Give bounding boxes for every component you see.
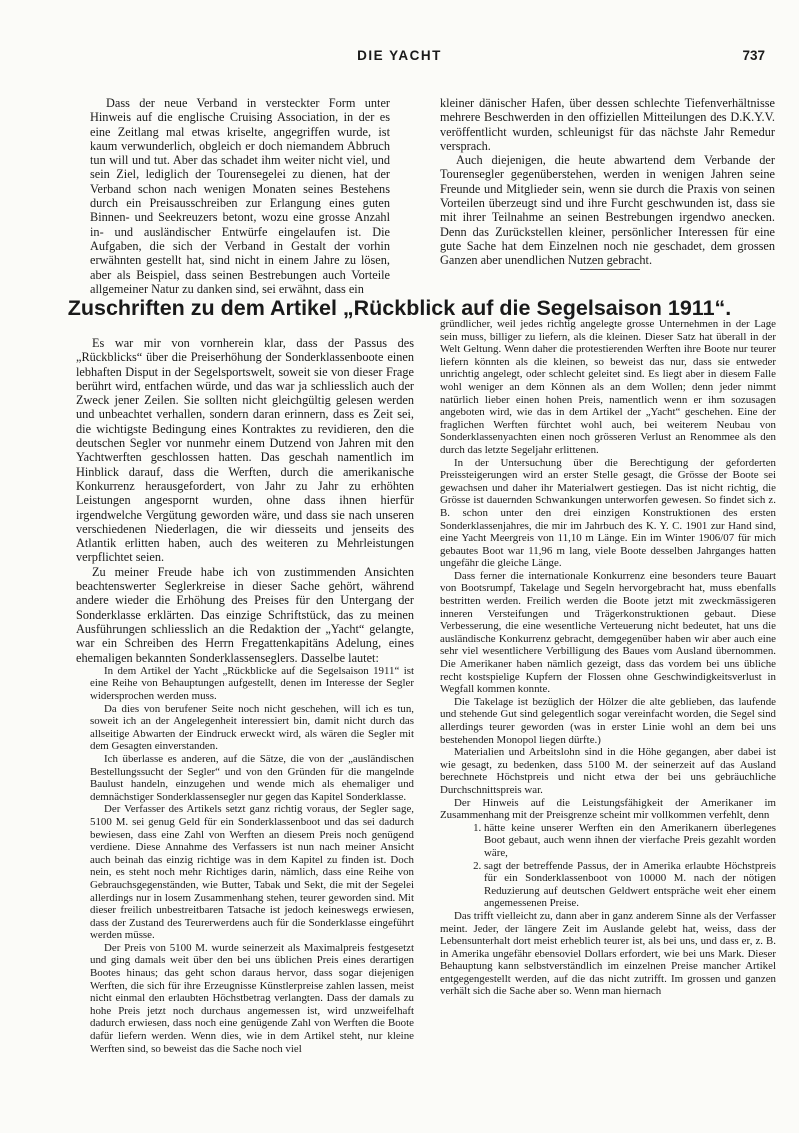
top-left-column xyxy=(90,96,390,296)
quoted-letter-paragraph: Ich überlasse es anderen, auf die Sätze, die von der „ausländischen Bestellungssucht der Segler“ und von den Gründen für die mangelnde Baulust handeln, einzugehen und wende mich als ehemaliger und demnächstiger Sonderklassensegler nur gegen das Kapitel Sonderklasse. xyxy=(90,752,414,803)
quoted-letter-paragraph: Materialien und Arbeitslohn sind in die Höhe gegangen, aber dabei ist wie gesagt, zu bedenken, dass 5100 M. der seinerzeit auf das Ausland berechnete Höchstpreis und nicht etwa der bei uns gebräuchliche Durchschnittspreis war. xyxy=(440,746,776,796)
paragraph: kleiner dänischer Hafen, über dessen schlechte Tiefenverhältnisse mehrere Beschwerden in den offiziellen Mitteilungen des D.K.Y.V. veröffentlicht wurden, schleunigst für das nächste Jahr Remedur versprach. xyxy=(440,96,775,153)
list-item: 1. hätte keine unserer Werften ein den Amerikanern überlegenes Boot gebaut, auch wenn ihnen der vierfache Preis gezahlt worden wäre, xyxy=(484,822,776,860)
bottom-right-column xyxy=(440,318,776,998)
quoted-letter-paragraph: Der Hinweis auf die Leistungsfähigkeit der Amerikaner im Zusammenhang mit der Preisgrenze scheint mir vollkommen verfehlt, denn xyxy=(440,796,776,822)
paragraph: Auch diejenigen, die heute abwartend dem Verbande der Tourensegler gegenüberstehen, werden in wenigen Jahren seine Freunde und Mitglieder sein, wenn sie durch die Praxis von seinen Vorteilen überzeugt sind und ihre Furcht geschwunden ist, dass sie mit ihrer Teilnahme an seinen Bestrebungen irgendwo anecken. Denn das Zurückstellen kleiner, persönlicher Interessen für eine gute Sache hat dem Einzelnen noch nie geschadet, dem grossen Ganzen aber unendlichen Nutzen gebracht. xyxy=(440,153,775,268)
quoted-letter-paragraph: gründlicher, weil jedes richtig angelegte grosse Unternehmen in der Lage sein muss, billiger zu liefern, als die kleinen. Dieser Satz hat überall in der Welt Geltung. Wenn daher die protestierenden Werften ihre Boote nur teurer liefern könnten als die kleinen, so beweist das nur, dass sie entweder unrichtig angelegt, oder schlecht geleitet sind. Es liegt aber in diesem Falle wohl weniger an dem Können als an dem Wollen; denn jeder nimmt natürlich lieber einen hohen Preis, namentlich wenn er ihm sozusagen angeboten wird, wie das in dem Artikel der „Yacht“ geschehen. Eine der fraglichen Werften fürchtet wohl auch, bei weiterem Neubau von Sonderklassenyachten einen noch grösseren Verlust an Renommee als den durch das letzte Segeljahr erlittenen. xyxy=(440,318,776,456)
quoted-letter-paragraph: Die Takelage ist bezüglich der Hölzer die alte geblieben, das laufende und stehende Gut sind gelegentlich sogar vereinfacht worden, die Segel sind allerdings teurer geworden (was in erster Linie wohl an dem bei uns bestehenden Monopol liegen dürfte.) xyxy=(440,695,776,746)
running-head: DIE YACHT xyxy=(357,48,442,63)
bottom-left-column xyxy=(76,336,414,1055)
paragraph: Es war mir von vornherein klar, dass der Passus des „Rückblicks“ über die Preiserhöhung der Sonderklassenboote einen lebhaften Disput in der Segelsportswelt, soweit sie von dieser Frage berührt wird, entfachen würde, und das war ja schliesslich auch der Zweck jener Zeilen. Sie sollten nicht gleichgültig gelesen werden und unbeachtet verhallen, sondern daran erinnern, dass es Zeit sei, die wichtigste Bedingung eines Kontraktes zu revidieren, den die deutschen Segler vor nunmehr einem Dutzend von Jahren mit den Yachtwerften geschlossen hatten. Das geschah namentlich im Hinblick darauf, dass die Werften, durch die amerikanische Konkurrenz herausgefordert, von Jahr zu Jahr zu erhöhten Leistungen angespornt wurden, ohne dass ihnen hierfür irgendwelche Vergütung geworden wäre, und dass sie nach unseren verschiedenen Niederlagen, die wir diesseits und jenseits des Atlantik erlitten haben, auch des weiteren zu Mehrleistungen verpflichtet seien. xyxy=(76,336,414,565)
quoted-letter-paragraph: Der Verfasser des Artikels setzt ganz richtig voraus, der Segler sage, 5100 M. sei genug Geld für ein Sonderklassenboot und das sei dadurch bewiesen, dass eine Zahl von Werften an diesem Preis noch genügend verdiene. Diese Annahme des Verfassers ist nun nach meiner Ansicht auch beinah das einzig richtige was in dem Kapitel zu finden ist. Doch nein, es steht noch mehr Richtiges darin, nämlich, dass eine Reihe von Gebrauchsgegenständen, wie Butter, Tabak und Sekt, die mit der Segelei allerdings nur in losem Zusammenhang stehen, teurer geworden sind. Mit dieser freilich unbestreitbaren Tatsache ist jedoch keineswegs erwiesen, dass der Zustand des Teurerwerdens auch für die Sonderklasse eingeführt werden müsse. xyxy=(90,803,414,942)
quoted-letter-paragraph: Der Preis von 5100 M. wurde seinerzeit als Maximalpreis festgesetzt und ging damals weit über den bei uns üblichen Preis eines derartigen Bootes hinaus; das geht schon daraus hervor, dass sogar diejenigen Werften, die sich für ihre Erzeugnisse Künstlerpreise zahlen lassen, meist nicht einmal den erlaubten Höchstbetrag verlangten. Dass der damals zu hohe Preis jetzt noch durchaus angemessen ist, wird unzweifelhaft dadurch erwiesen, dass noch eine genügende Zahl von Werften die Boote dafür liefern werden. Wenn dies, wie in dem Artikel steht, nur kleine Werften sind, so beweist das die Sache noch viel xyxy=(90,941,414,1055)
quoted-letter-paragraph: In der Untersuchung über die Berechtigung der geforderten Preissteigerungen wird an erster Stelle gesagt, die Grösse der Boote sei gewachsen und daher ihr Materialwert gestiegen. Das ist nicht richtig, die Grösse ist dauernden Schwankungen unterworfen gewesen. So findet sich z. B. schon unter den drei einzigen Konstruktionen des ersten Sonderklassenjahres, die mir im Jahrbuch des K. Y. C. 1901 zur Hand sind, eine Yacht Meergreis von 11,10 m Länge. Ein im Winter 1906/07 für mich gebautes Boot war 11,96 m lang, viele Boote desselben Jahrganges hatten ungefähr die gleiche Länge. xyxy=(440,456,776,570)
quoted-letter-paragraph: Da dies von berufener Seite noch nicht geschehen, will ich es tun, soweit ich an der Angelegenheit interessiert bin, damit nicht durch das allseitige Abwarten der Eindruck erweckt wird, als wären die Segler mit dem Gesagten einverstanden. xyxy=(90,702,414,753)
quoted-letter-paragraph: Das trifft vielleicht zu, dann aber in ganz anderem Sinne als der Verfasser meint. Jeder, der längere Zeit im Auslande gelebt hat, weiss, dass der Lebensunterhalt dort meist erheblich teurer ist, als bei uns, und dass er, z. B. in Amerika ungefähr ebensoviel Dollars erfordert, wie bei uns Mark. Dieser Behauptung kann selbstverständlich im einzelnen Preise mancher Artikel entgegengestellt werden, auf die das nicht zutrifft. Im grossen und ganzen verhält sich die Sache aber so. Wenn man hiernach xyxy=(440,909,776,998)
section-separator-rule xyxy=(580,269,640,270)
article-headline: Zuschriften zu dem Artikel „Rückblick auf die Segelsaison 1911“. xyxy=(67,296,732,320)
page-number: 737 xyxy=(742,48,765,63)
quoted-letter-paragraph: Dass ferner die internationale Konkurrenz eine besonders teure Bauart von Bootsrumpf, Takelage und Segeln hervorgebracht hat, muss ebenfalls bestritten werden. Freilich werden die Boote jetzt mit zweckmässigeren inneren Versteifungen und Trägerkonstruktionen gebaut. Diese Verbesserung, die eine wesentliche Verteuerung nicht bedeutet, hat uns die ausländische Konkurrenz gebracht, demgegenüber haben wir aber auch eine sehr viel wesentlichere Verbilligung des Baues vom Ausland übernommen. Die Amerikaner haben nämlich gezeigt, dass das vordem bei uns übliche recht kostspielige Kupfern der Flossen ohne Geschwindigkeitsverlust in Wegfall kommen konnte. xyxy=(440,569,776,696)
list-item: 2. sagt der betreffende Passus, der in Amerika erlaubte Höchstpreis für ein Sonderklassenboot von 10000 M. nach der nötigen Reduzierung auf deutschen Geldwert entspräche weit eher einem angemessenen Preise. xyxy=(484,860,776,910)
numbered-list xyxy=(440,822,776,910)
paragraph: Dass der neue Verband in versteckter Form unter Hinweis auf die englische Cruising Association, in der es eine Zeitlang mal etwas kriselte, angegriffen wurde, ist kaum verwunderlich, obgleich er doch niemandem Abbruch tun will und tut. Aber das schadet ihm weiter nicht viel, und sein Ziel, lediglich der Tourensegelei zu dienen, hat der Verband schon nach wenigen Monaten seines Bestehens durch ein Preisausschreiben zur Erlangung eines guten Binnen- und Seekreuzers betont, wozu eine grosse Anzahl in- und ausländischer Entwürfe eingelaufen ist. Die Aufgaben, die sich der Verband in Gestalt der vorhin erwähnten gestellt hat, sind nicht in einem Jahre zu lösen, aber als Beispiel, dass seinen Bestrebungen auch Vorteile allgemeiner Natur zu danken sind, sei erwähnt, dass ein xyxy=(90,96,390,296)
paragraph: Zu meiner Freude habe ich von zustimmenden Ansichten beachtenswerter Seglerkreise in dieser Sache gehört, während andere wieder die Erhöhung des Preises für den Untergang der Sonderklasse erklärten. Das einzige Schriftstück, das zu meinen Ausführungen schliesslich an die Redaktion der „Yacht“ gelangte, war ein Schreiben des Herrn Fregattenkapitäns Adelung, eines ehemaligen bekannten Sonderklassenseglers. Dasselbe lautet: xyxy=(76,564,414,665)
top-right-column xyxy=(440,96,775,268)
quoted-letter-paragraph: In dem Artikel der Yacht „Rückblicke auf die Segelsaison 1911“ ist eine Reihe von Behauptungen aufgestellt, denen im Interesse der Segler widersprochen werden muss. xyxy=(90,664,414,703)
